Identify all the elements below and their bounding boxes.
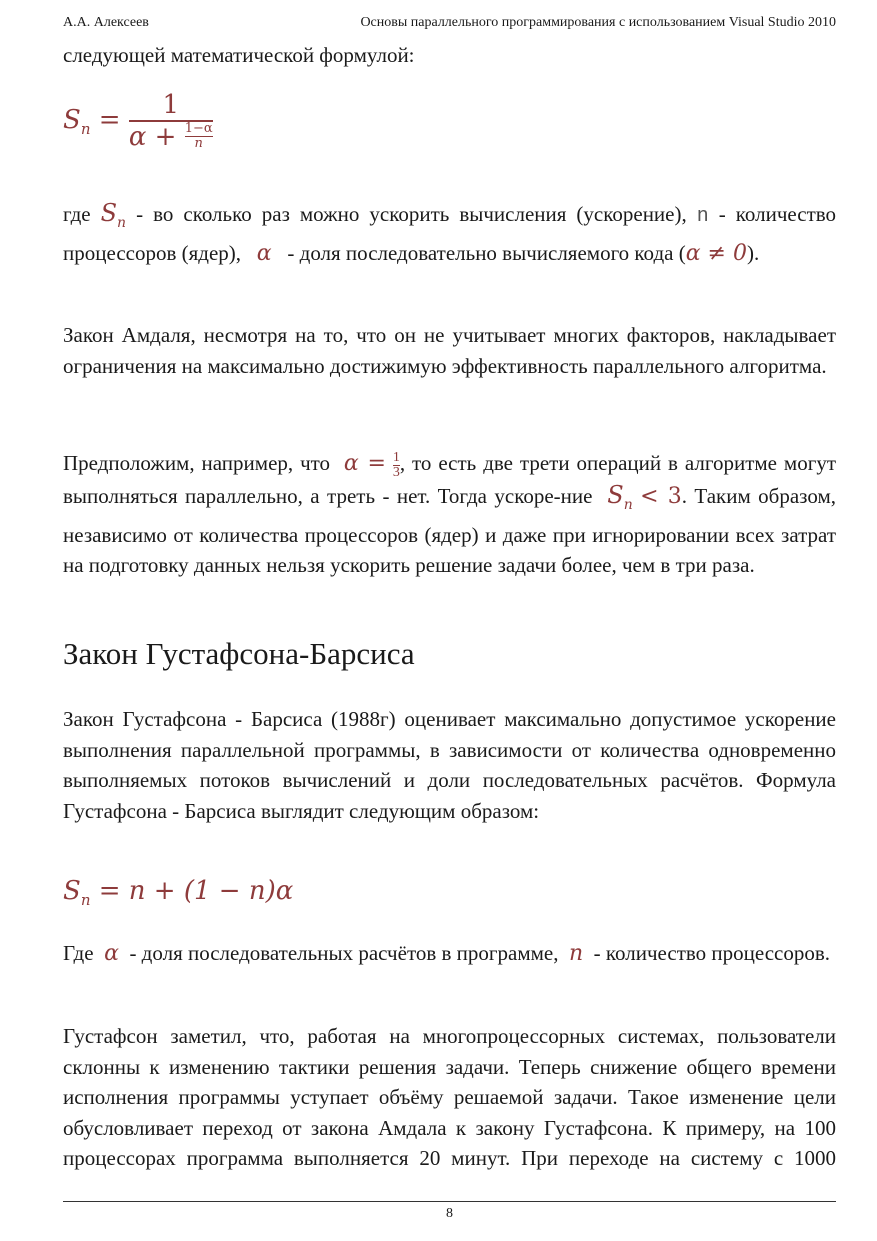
page-number: 8 (446, 1206, 453, 1221)
example-paragraph: Предположим, например, что α = $\frac{1}{3}$ , то есть две трети операций в алгоритме могут выполняться параллельно, а треть - нет. Тогда ускоре-ние $S_n < 3$. Таким образом, независимо от количества процессоров (ядер) и даже при игнорировании всех затрат на подготовку данных нельзя ускорить решение задачи более, чем в три раза. (63, 449, 837, 578)
footer-divider (63, 1201, 836, 1202)
one-third-fraction: $\frac{1}{3}$ (392, 449, 400, 480)
alpha-equals: α = (343, 451, 386, 476)
alpha-symbol: α (256, 241, 272, 267)
formula-equals: = (98, 104, 121, 135)
inner-fraction: $\frac{1-\alpha}{n}$ (184, 121, 213, 152)
where-paragraph: где $S_n$ - во сколько раз можно ускорить вычисления (ускорение), n - количество процессоров (ядер), α - доля последовательно вычисляемого кода (α ≠ 0). (63, 199, 837, 267)
fraction-denominator: α + $\frac{1-\alpha}{n}$ (128, 121, 213, 152)
page-header (63, 15, 836, 35)
sn-symbol: $S_n$ (100, 199, 127, 231)
alpha-symbol-2: α (104, 941, 119, 966)
section-heading: Закон Густафсона-Барсиса (63, 636, 415, 671)
less-than-three: < 3 (640, 483, 682, 509)
gustafson-formula: $S_n = n + (1 - n)\alpha$ (63, 876, 294, 910)
fraction-numerator: 1 (162, 90, 179, 120)
n-symbol: n (696, 205, 709, 228)
intro-paragraph: следующей математической формулой: (63, 43, 415, 67)
gustafson-paragraph: Закон Густафсона - Барсиса (1988г) оценивает максимально допустимое ускорение выполнения параллельной программы, в зависимости от количества одновременно выполняемых потоков вычислений и доли последовательных расчётов. Формула Густафсона - Барсиса выглядит следующим образом: (63, 707, 836, 823)
amdahl-formula (63, 90, 213, 152)
last-paragraph: Густафсон заметил, что, работая на многопроцессорных системах, пользователи склонны к изменению тактики решения задачи. Теперь снижение общего времени исполнения программы уступает объёму решаемой задачи. Такое изменение цели обусловливает переход от закона Амдала к закону Густафсона. К примеру, на 100 процессорах программа выполняется 20 минут. При переходе на систему с 1000 (63, 1024, 836, 1170)
header-title: Основы параллельного программирования с использованием Visual Studio 2010 (360, 15, 836, 30)
document-page (63, 0, 836, 1241)
formula-lhs: $S_n$ (63, 104, 91, 138)
sn-symbol-2: $S_n$ (607, 480, 633, 513)
alpha-condition: α ≠ 0 (685, 241, 747, 267)
n-symbol-2: n (569, 941, 584, 966)
formula-fraction (129, 90, 213, 152)
header-author: А.А. Алексеев (63, 15, 149, 30)
where2-paragraph: Где α - доля последовательных расчётов в программе, n - количество процессоров. (63, 941, 831, 966)
amdahl-paragraph: Закон Амдаля, несмотря на то, что он не учитывает многих факторов, накладывает ограничения на максимально достижимую эффективность параллельного алгоритма. (63, 323, 836, 378)
